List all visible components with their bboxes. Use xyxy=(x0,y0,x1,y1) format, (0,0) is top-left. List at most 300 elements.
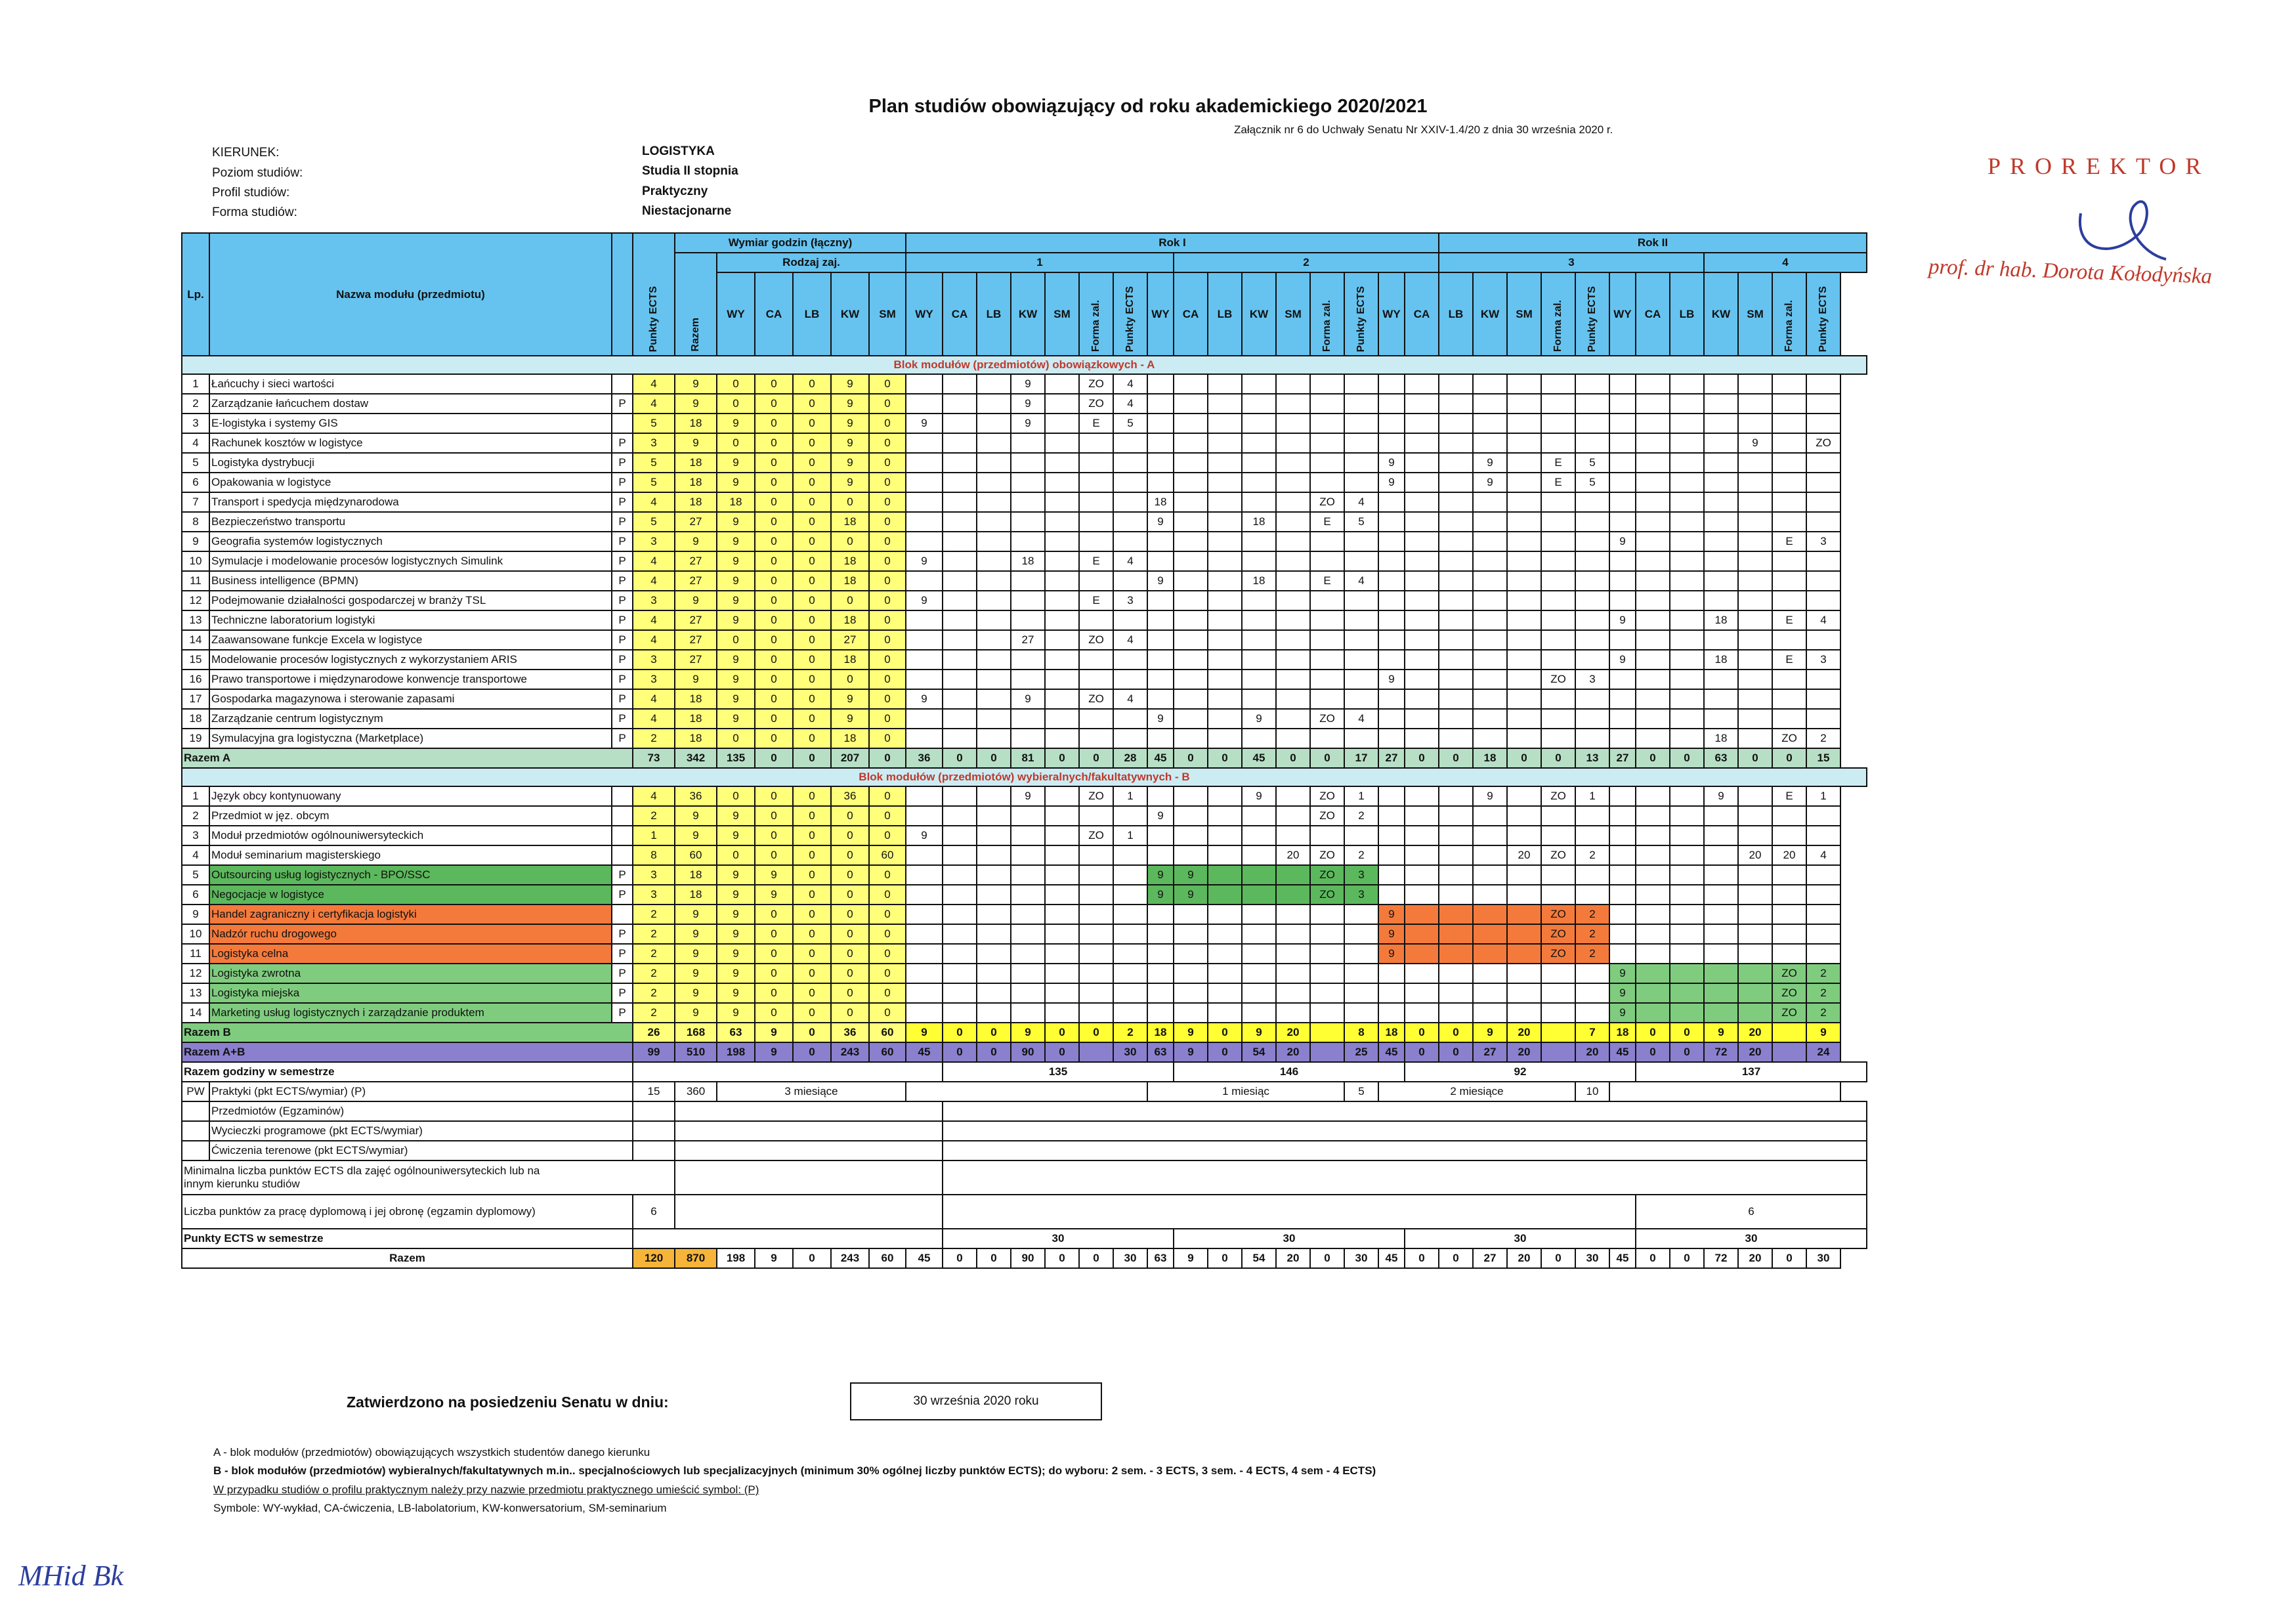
module-row xyxy=(182,591,1867,610)
table-cell: 0 xyxy=(793,532,831,551)
semester-ects: 30 xyxy=(1405,1229,1636,1248)
table-cell: 0 xyxy=(793,374,831,394)
table-cell xyxy=(977,845,1011,865)
table-cell xyxy=(675,1121,943,1141)
table-cell: 0 xyxy=(943,1042,977,1062)
table-cell xyxy=(1242,630,1276,650)
table-cell xyxy=(1609,885,1636,905)
module-row xyxy=(182,729,1867,748)
table-cell xyxy=(1473,630,1507,650)
table-cell: E xyxy=(1772,650,1806,670)
practical-flag xyxy=(612,806,633,826)
table-cell xyxy=(1507,885,1541,905)
table-cell xyxy=(977,591,1011,610)
table-cell: 0 xyxy=(755,964,793,983)
table-cell xyxy=(1636,414,1670,433)
razem-b-label: Razem B xyxy=(182,1023,633,1042)
table-cell xyxy=(1344,610,1378,630)
table-cell: 0 xyxy=(943,1023,977,1042)
table-cell xyxy=(1310,591,1344,610)
table-cell: 9 xyxy=(675,591,717,610)
table-cell: 72 xyxy=(1704,1042,1738,1062)
table-cell xyxy=(1405,689,1439,709)
module-row xyxy=(182,689,1867,709)
table-cell xyxy=(1704,473,1738,492)
type-col-header: LB xyxy=(977,272,1011,356)
table-cell: 9 xyxy=(717,414,755,433)
table-cell xyxy=(1405,571,1439,591)
table-cell xyxy=(1011,729,1045,748)
table-cell xyxy=(1344,532,1378,551)
table-cell xyxy=(1079,729,1113,748)
table-cell: 15 xyxy=(1806,748,1840,768)
table-cell: 3 xyxy=(633,865,675,885)
table-cell: 3 xyxy=(1344,885,1378,905)
table-cell xyxy=(1344,433,1378,453)
table-cell: 0 xyxy=(793,709,831,729)
semester-ects-header-text: Punkty ECTS xyxy=(1124,286,1136,352)
table-cell xyxy=(1575,433,1609,453)
table-cell xyxy=(1670,1003,1704,1023)
table-cell: 2 xyxy=(633,806,675,826)
table-cell xyxy=(943,786,977,806)
table-cell xyxy=(1045,532,1079,551)
table-cell xyxy=(1806,473,1840,492)
table-cell xyxy=(943,473,977,492)
table-cell: 0 xyxy=(977,748,1011,768)
table-cell xyxy=(1276,924,1310,944)
table-cell xyxy=(1772,630,1806,650)
approval-label: Zatwierdzono na posiedzeniu Senatu w dniu: xyxy=(347,1394,669,1411)
table-cell xyxy=(1208,591,1242,610)
table-cell xyxy=(1575,591,1609,610)
table-cell xyxy=(1772,1023,1806,1042)
table-cell xyxy=(1113,571,1147,591)
table-cell: 0 xyxy=(755,689,793,709)
table-cell xyxy=(1208,885,1242,905)
practice-row xyxy=(182,1082,1867,1101)
table-cell: 0 xyxy=(755,1003,793,1023)
table-cell xyxy=(1378,591,1405,610)
table-cell xyxy=(1011,433,1045,453)
table-cell: 9 xyxy=(675,944,717,964)
table-cell: 0 xyxy=(717,394,755,414)
approval-date: 30 września 2020 roku xyxy=(850,1382,1102,1420)
table-cell: 0 xyxy=(831,1003,869,1023)
table-cell: 0 xyxy=(755,845,793,865)
table-cell: 45 xyxy=(906,1042,943,1062)
table-cell: 18 xyxy=(675,453,717,473)
table-cell: 9 xyxy=(831,414,869,433)
table-cell: 36 xyxy=(831,786,869,806)
forma-header-text: Forma zal. xyxy=(1321,299,1332,352)
table-cell: E xyxy=(1772,610,1806,630)
table-cell: 18 xyxy=(831,650,869,670)
table-cell: 0 xyxy=(793,650,831,670)
section-title: Blok modułów (przedmiotów) obowiązkowych - A xyxy=(182,356,1867,374)
table-cell xyxy=(906,473,943,492)
table-cell xyxy=(1439,865,1473,885)
table-cell xyxy=(1772,689,1806,709)
module-name: E-logistyka i systemy GIS xyxy=(209,414,612,433)
table-cell xyxy=(1079,865,1113,885)
table-cell xyxy=(1541,492,1575,512)
table-cell: 45 xyxy=(1378,1042,1405,1062)
table-cell: 9 xyxy=(1473,786,1507,806)
table-cell: 0 xyxy=(755,826,793,845)
row-number: 10 xyxy=(182,924,209,944)
table-cell xyxy=(1738,905,1772,924)
table-cell xyxy=(1738,492,1772,512)
hours-semester-row xyxy=(182,1062,1867,1082)
module-name: Handel zagraniczny i certyfikacja logistyki xyxy=(209,905,612,924)
table-cell xyxy=(1276,453,1310,473)
table-cell xyxy=(1147,944,1174,964)
table-cell: 99 xyxy=(633,1042,675,1062)
table-cell: 60 xyxy=(869,845,906,865)
table-cell: 9 xyxy=(906,591,943,610)
row-number: 2 xyxy=(182,394,209,414)
table-cell: 9 xyxy=(755,865,793,885)
table-cell xyxy=(1310,394,1344,414)
table-cell xyxy=(1276,944,1310,964)
table-cell: 36 xyxy=(831,1023,869,1042)
table-cell: 3 xyxy=(1113,591,1147,610)
table-cell xyxy=(943,964,977,983)
table-cell xyxy=(1276,473,1310,492)
table-cell xyxy=(1310,1003,1344,1023)
table-cell: 0 xyxy=(1310,748,1344,768)
table-cell: ZO xyxy=(1079,394,1113,414)
table-cell xyxy=(1636,630,1670,650)
table-cell xyxy=(1378,394,1405,414)
table-cell xyxy=(1439,453,1473,473)
practical-flag: P xyxy=(612,610,633,630)
table-cell xyxy=(1276,964,1310,983)
table-cell xyxy=(1670,551,1704,571)
table-cell: 27 xyxy=(675,650,717,670)
table-cell: 18 xyxy=(1147,492,1174,512)
table-cell xyxy=(1670,473,1704,492)
table-cell xyxy=(1405,551,1439,571)
table-cell xyxy=(1609,374,1636,394)
table-cell xyxy=(1079,964,1113,983)
semester-ects-header xyxy=(1806,272,1840,356)
table-cell: 9 xyxy=(1174,1023,1208,1042)
table-cell: 63 xyxy=(717,1023,755,1042)
table-cell xyxy=(1079,512,1113,532)
table-cell xyxy=(1405,729,1439,748)
table-cell xyxy=(1670,591,1704,610)
practical-flag: P xyxy=(612,453,633,473)
table-cell: 9 xyxy=(717,689,755,709)
table-cell xyxy=(1609,473,1636,492)
table-cell xyxy=(977,729,1011,748)
table-cell: 4 xyxy=(633,630,675,650)
table-cell: 2 xyxy=(633,905,675,924)
table-cell: 0 xyxy=(755,983,793,1003)
table-cell: 0 xyxy=(1636,1023,1670,1042)
table-cell: 4 xyxy=(1113,394,1147,414)
table-cell xyxy=(1507,924,1541,944)
type-col-header: KW xyxy=(1242,272,1276,356)
table-cell: 36 xyxy=(906,748,943,768)
table-cell: 2 xyxy=(633,944,675,964)
module-name: Negocjacje w logistyce xyxy=(209,885,612,905)
table-cell: 9 xyxy=(717,806,755,826)
table-cell xyxy=(1806,924,1840,944)
table-cell: 4 xyxy=(633,709,675,729)
table-cell xyxy=(943,806,977,826)
table-cell: ZO xyxy=(1310,492,1344,512)
table-cell xyxy=(1670,806,1704,826)
table-cell: 18 xyxy=(1242,512,1276,532)
table-cell: 18 xyxy=(675,885,717,905)
table-cell xyxy=(1439,729,1473,748)
module-name: Nadzór ruchu drogowego xyxy=(209,924,612,944)
table-cell: 9 xyxy=(831,689,869,709)
table-cell xyxy=(1079,453,1113,473)
table-cell xyxy=(1011,473,1045,492)
table-cell xyxy=(1439,924,1473,944)
table-cell xyxy=(1011,453,1045,473)
table-cell xyxy=(1113,865,1147,885)
table-cell xyxy=(1405,630,1439,650)
table-cell xyxy=(977,571,1011,591)
table-cell: 4 xyxy=(1344,709,1378,729)
table-cell xyxy=(1045,806,1079,826)
razem-a-label: Razem A xyxy=(182,748,633,768)
table-cell xyxy=(1208,845,1242,865)
table-cell xyxy=(1208,551,1242,571)
razem-b-row xyxy=(182,1023,1867,1042)
legend-b: B - blok modułów (przedmiotów) wybieralnych/fakultatywnych m.in.. specjalnościowych lub specjalizacyjnych (minimum 30% ogólnej liczby punktów ECTS); do wyboru: 2 sem. - 3 ECTS, 3 sem. - 4 ECTS, 4 sem - 4 ECTS) xyxy=(213,1464,1376,1477)
table-cell: 9 xyxy=(1011,394,1045,414)
table-cell xyxy=(1276,806,1310,826)
table-cell: 0 xyxy=(755,551,793,571)
table-cell: 2 xyxy=(1113,1023,1147,1042)
table-cell xyxy=(1310,729,1344,748)
section-b-header xyxy=(182,768,1867,786)
table-cell xyxy=(1541,512,1575,532)
table-cell: ZO xyxy=(1310,786,1344,806)
table-cell xyxy=(1575,709,1609,729)
table-cell xyxy=(1439,630,1473,650)
table-cell xyxy=(1378,433,1405,453)
table-cell xyxy=(1045,394,1079,414)
table-cell xyxy=(1738,591,1772,610)
table-cell xyxy=(182,1141,209,1160)
p-header xyxy=(612,233,633,356)
table-cell xyxy=(1806,865,1840,885)
table-cell xyxy=(1405,845,1439,865)
table-cell: 9 xyxy=(1147,571,1174,591)
table-cell xyxy=(1079,905,1113,924)
table-cell xyxy=(1147,1003,1174,1023)
table-cell: 4 xyxy=(633,571,675,591)
table-cell xyxy=(1439,944,1473,964)
table-cell xyxy=(1806,630,1840,650)
table-cell xyxy=(1276,729,1310,748)
row-number: 1 xyxy=(182,786,209,806)
table-cell xyxy=(906,786,943,806)
table-cell xyxy=(1704,453,1738,473)
table-cell xyxy=(1473,944,1507,964)
table-cell: 0 xyxy=(793,492,831,512)
table-cell: 0 xyxy=(755,786,793,806)
module-row xyxy=(182,670,1867,689)
type-col-header: LB xyxy=(1208,272,1242,356)
table-cell xyxy=(1011,826,1045,845)
table-cell xyxy=(1541,532,1575,551)
table-cell: 360 xyxy=(675,1082,717,1101)
table-cell xyxy=(943,983,977,1003)
table-cell: 168 xyxy=(675,1023,717,1042)
table-cell: 54 xyxy=(1242,1042,1276,1062)
pw-code: PW xyxy=(182,1082,209,1101)
table-cell: 0 xyxy=(1045,1042,1079,1062)
table-cell: 5 xyxy=(1344,512,1378,532)
table-cell xyxy=(1670,610,1704,630)
table-cell: 2 miesiące xyxy=(1378,1082,1575,1101)
table-cell: 5 xyxy=(633,473,675,492)
table-cell: 5 xyxy=(1113,414,1147,433)
table-cell xyxy=(1575,826,1609,845)
table-cell xyxy=(1507,806,1541,826)
table-cell xyxy=(1738,983,1772,1003)
table-cell xyxy=(1507,532,1541,551)
forma-header xyxy=(1541,272,1575,356)
table-cell xyxy=(633,1101,675,1121)
table-cell: 30 xyxy=(1575,1248,1609,1268)
table-cell xyxy=(1507,512,1541,532)
table-cell xyxy=(1011,806,1045,826)
table-cell xyxy=(1772,885,1806,905)
table-cell: 0 xyxy=(755,670,793,689)
table-cell xyxy=(1704,845,1738,865)
table-cell xyxy=(1011,610,1045,630)
min-line1: Minimalna liczba punktów ECTS dla zajęć ogólnouniwersyteckich lub na xyxy=(184,1164,540,1177)
table-cell: 3 xyxy=(1806,650,1840,670)
table-cell xyxy=(1174,845,1208,865)
table-cell xyxy=(906,610,943,630)
table-cell xyxy=(1405,394,1439,414)
table-cell xyxy=(1405,650,1439,670)
table-cell xyxy=(1405,924,1439,944)
table-cell xyxy=(1670,865,1704,885)
table-cell: 9 xyxy=(675,964,717,983)
table-cell: 2 xyxy=(1575,905,1609,924)
table-cell xyxy=(1079,983,1113,1003)
table-cell xyxy=(1208,806,1242,826)
table-cell: 7 xyxy=(1575,1023,1609,1042)
table-cell xyxy=(1806,944,1840,964)
table-cell xyxy=(1541,865,1575,885)
table-cell xyxy=(1738,394,1772,414)
semester-ects-header xyxy=(1113,272,1147,356)
module-row xyxy=(182,806,1867,826)
table-cell: 0 xyxy=(943,748,977,768)
total-row xyxy=(182,1248,1867,1268)
row-number: 6 xyxy=(182,473,209,492)
table-cell xyxy=(1575,374,1609,394)
table-cell xyxy=(1806,492,1840,512)
table-cell: 0 xyxy=(943,1248,977,1268)
table-cell: 5 xyxy=(1575,453,1609,473)
table-cell: 9 xyxy=(1174,1042,1208,1062)
table-cell xyxy=(943,433,977,453)
table-cell: ZO xyxy=(1772,983,1806,1003)
table-cell xyxy=(1378,532,1405,551)
table-cell xyxy=(1772,591,1806,610)
table-cell: 54 xyxy=(1242,1248,1276,1268)
table-cell xyxy=(1473,532,1507,551)
table-cell xyxy=(675,1101,943,1121)
diploma-label: Liczba punktów za pracę dyplomową i jej obronę (egzamin dyplomowy) xyxy=(182,1195,633,1229)
table-cell: 0 xyxy=(1670,1248,1704,1268)
table-cell xyxy=(1473,670,1507,689)
table-cell: 0 xyxy=(755,905,793,924)
table-cell xyxy=(1575,1003,1609,1023)
table-cell: 0 xyxy=(755,709,793,729)
table-cell: 4 xyxy=(1113,374,1147,394)
module-row xyxy=(182,492,1867,512)
table-cell xyxy=(1541,414,1575,433)
table-cell xyxy=(1208,433,1242,453)
table-cell: 9 xyxy=(717,1003,755,1023)
table-cell: 0 xyxy=(793,433,831,453)
table-cell: 0 xyxy=(831,532,869,551)
table-cell: 9 xyxy=(906,689,943,709)
module-name: Marketing usług logistycznych i zarządzanie produktem xyxy=(209,1003,612,1023)
table-cell xyxy=(1242,845,1276,865)
table-cell xyxy=(1208,689,1242,709)
table-cell: 0 xyxy=(793,748,831,768)
table-cell xyxy=(1772,806,1806,826)
table-cell: 9 xyxy=(717,512,755,532)
table-cell xyxy=(1378,571,1405,591)
table-cell: 5 xyxy=(1575,473,1609,492)
table-cell: 18 xyxy=(675,473,717,492)
table-cell xyxy=(1439,551,1473,571)
row-number: 8 xyxy=(182,512,209,532)
table-cell xyxy=(1174,414,1208,433)
table-cell xyxy=(1704,630,1738,650)
practical-flag: P xyxy=(612,394,633,414)
table-cell: 20 xyxy=(1575,1042,1609,1062)
table-cell xyxy=(1507,689,1541,709)
table-cell xyxy=(977,924,1011,944)
table-cell xyxy=(1079,532,1113,551)
table-cell xyxy=(1473,905,1507,924)
table-cell xyxy=(1147,394,1174,414)
table-cell xyxy=(1704,492,1738,512)
table-cell xyxy=(1670,374,1704,394)
module-row xyxy=(182,610,1867,630)
table-cell: 4 xyxy=(1806,845,1840,865)
table-cell xyxy=(1045,924,1079,944)
table-cell xyxy=(1011,709,1045,729)
table-cell: 0 xyxy=(869,806,906,826)
module-name: Podejmowanie działalności gospodarczej w branży TSL xyxy=(209,591,612,610)
table-cell: 9 xyxy=(717,964,755,983)
table-cell xyxy=(1147,905,1174,924)
practical-flag: P xyxy=(612,729,633,748)
table-cell: 20 xyxy=(1507,1248,1541,1268)
table-cell xyxy=(1473,492,1507,512)
table-cell xyxy=(1113,964,1147,983)
table-cell xyxy=(1045,610,1079,630)
